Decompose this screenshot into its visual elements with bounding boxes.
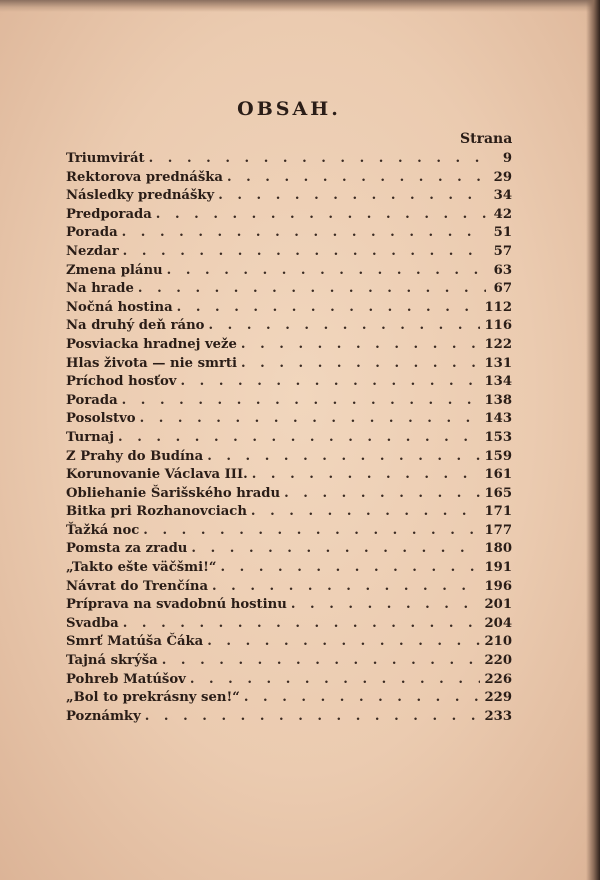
toc-entry-page: 57 [493,243,512,259]
toc-entry-title: Pohreb Matúšov [66,671,186,687]
toc-entry [66,317,512,336]
toc-entry-page: 229 [484,690,512,706]
toc-entry-title: Príchod hosťov [66,374,177,390]
toc-entry-title: „Bol to prekrásny sen!“ [66,690,240,706]
toc-entry-title: Porada [66,392,118,408]
toc-entry-title: Poznámky [66,708,141,724]
toc-entry-title: Triumvirát [66,151,145,166]
toc-entry [66,466,512,485]
toc-entry-page: 210 [484,634,512,650]
toc-entry-title: Rektorova prednáška [66,169,223,185]
toc-entry-page: 116 [484,318,512,334]
toc-entry-page: 63 [493,262,512,278]
toc-entry-title: Pomsta za zradu [66,541,188,557]
toc-entry-title: Posviacka hradnej veže [66,336,237,352]
toc-entry [66,596,512,615]
toc-entry-title: Hlas života — nie smrti [66,355,237,371]
toc-entry-page: 143 [484,411,512,427]
dot-leader [118,429,480,448]
dot-leader [218,187,486,206]
toc-entry [66,243,512,262]
toc-entry-title: Tajná skrýša [66,653,158,669]
dot-leader [156,206,486,225]
toc-entry [66,429,512,448]
toc-entry [66,633,512,652]
dot-leader [207,633,480,652]
toc-entry [66,503,512,522]
toc-entry-page: 165 [484,485,512,501]
toc-entry-page: 29 [493,169,512,185]
toc-entry-page: 177 [484,522,512,538]
toc-entry-page: 201 [484,597,512,613]
dot-leader [227,169,486,188]
toc-entry-title: Návrat do Trenčína [66,578,208,594]
dot-leader [251,503,481,522]
toc-entry-page: 51 [493,225,512,241]
toc-entry [66,355,512,374]
toc-entry [66,373,512,392]
toc-entry-page: 153 [484,429,512,445]
dot-leader [212,578,480,597]
toc-entry [66,392,512,411]
toc-entry-page: 196 [484,578,512,594]
dot-leader [284,485,480,504]
toc-entry-page: 112 [484,299,512,315]
dot-leader [291,596,481,615]
toc-entry-page: 171 [484,504,512,520]
toc-entry [66,448,512,467]
dot-leader [123,243,486,262]
toc-entry-title: Turnaj [66,429,115,445]
dot-leader [190,671,481,690]
toc-entry-page: 131 [484,355,512,371]
dot-leader [207,448,480,467]
toc-entry-page: 34 [493,188,512,204]
toc-entry-title: Z Prahy do Budína [66,448,204,464]
toc-entry [66,689,512,708]
toc-entry-page: 67 [493,281,512,297]
toc-entry-title: Predporada [66,206,152,222]
toc-entry-title: Korunovanie Václava III. [66,467,248,483]
dot-leader [191,540,480,559]
toc-entry [66,708,512,727]
toc-entry-title: Nezdar [66,243,119,259]
torn-top-edge [0,0,600,12]
page-column-label: Strana [460,131,513,147]
toc-entry [66,150,512,169]
toc-entry-page: 138 [484,392,512,408]
toc-entry-title: Obliehanie Šarišského hradu [66,485,281,501]
toc-entry [66,206,512,225]
toc-entry [66,615,512,634]
toc-entry-page: 191 [484,560,512,576]
toc-entry-title: Následky prednášky [66,188,215,204]
toc-entry [66,522,512,541]
toc-entry-page: 226 [484,671,512,687]
dot-leader [252,466,481,485]
toc-entry-page: 233 [484,708,512,724]
dot-leader [177,299,481,318]
toc-entry-page: 204 [484,615,512,631]
toc-entry [66,280,512,299]
toc-entry [66,671,512,690]
toc-entry [66,299,512,318]
toc-entry-title: Posolstvo [66,411,136,427]
toc-entry-page: 134 [484,374,512,390]
toc-entry [66,224,512,243]
toc-entry-page: 9 [502,151,512,166]
toc-entry [66,336,512,355]
dot-leader [167,262,486,281]
dot-leader [122,224,486,243]
dot-leader [143,522,480,541]
dot-leader [180,373,480,392]
dot-leader [241,336,481,355]
toc-entry-title: Bitka pri Rozhanovciach [66,504,247,520]
toc-entry-title: Nočná hostina [66,299,173,315]
dot-leader [244,689,481,708]
dot-leader [123,615,481,634]
dot-leader [122,392,481,411]
toc-entry [66,187,512,206]
dot-leader [145,708,481,727]
dot-leader [138,280,486,299]
toc-entry-title: Príprava na svadobnú hostinu [66,597,287,613]
toc-entry-page: 122 [484,336,512,352]
toc-entry [66,578,512,597]
toc-entry-title: Porada [66,225,118,241]
dot-leader [149,150,486,169]
page-right-edge-shadow [586,0,600,880]
toc-entry [66,652,512,671]
toc-entry-page: 159 [484,448,512,464]
toc-entry [66,540,512,559]
toc-entry-page: 161 [484,467,512,483]
toc-entry-page: 220 [484,653,512,669]
toc-entry-title: Na druhý deň ráno [66,318,205,334]
toc-entry [66,262,512,281]
dot-leader [162,652,481,671]
toc-entry [66,485,512,504]
dot-leader [220,559,480,578]
toc-entry-page: 180 [484,541,512,557]
toc-entry [66,169,512,188]
dot-leader [140,410,481,429]
toc-entry-title: „Takto ešte väčšmi!“ [66,560,217,576]
toc-entry-title: Zmena plánu [66,262,163,278]
dot-leader [208,317,480,336]
toc-entry [66,559,512,578]
toc-entry-title: Svadba [66,615,119,631]
table-of-contents [66,150,512,726]
toc-entry [66,410,512,429]
dot-leader [241,355,480,374]
toc-entry-title: Smrť Matúša Čáka [66,634,204,650]
page-title: OBSAH. [237,98,341,120]
toc-entry-title: Na hrade [66,281,134,297]
toc-entry-title: Ťažká noc [66,522,140,538]
toc-entry-page: 42 [493,206,512,222]
